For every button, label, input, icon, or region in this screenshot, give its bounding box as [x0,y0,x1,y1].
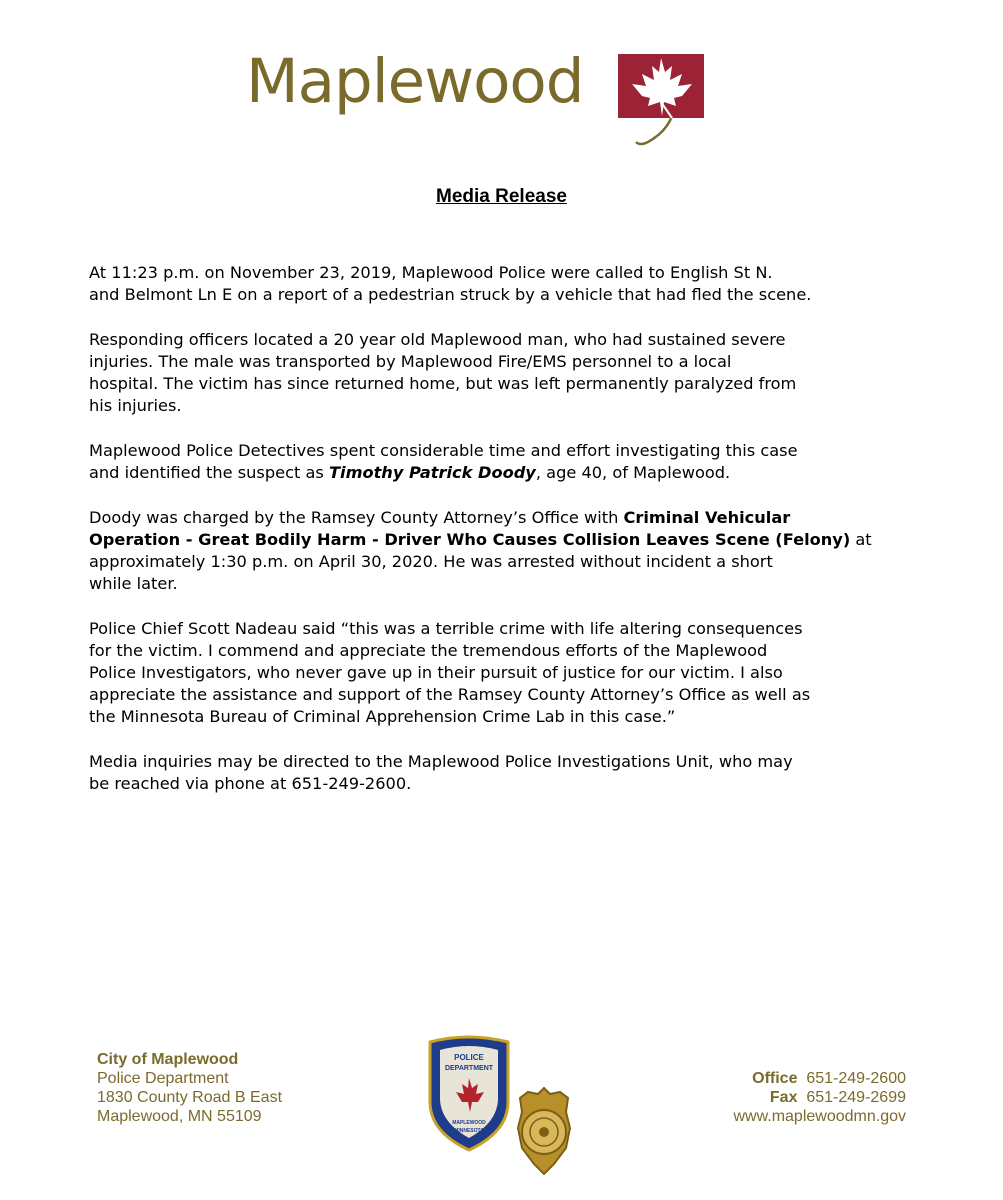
footer-address [97,1050,282,1126]
paragraph-contact [89,751,919,795]
text-line: the Minnesota Bureau of Criminal Apprehension Crime Lab in this case.” [89,707,676,726]
footer-website[interactable]: www.maplewoodmn.gov [733,1108,906,1125]
text-line: approximately 1:30 p.m. on April 30, 2020. He was arrested without incident a short [89,552,773,571]
text-line: for the victim. I commend and appreciate the tremendous efforts of the Maplewood [89,641,768,660]
office-label: Office [752,1070,798,1087]
charge-text: Criminal Vehicular [623,508,791,527]
text-segment: at [850,530,872,549]
paragraph-incident [89,262,919,306]
header-logo [240,40,720,150]
text-line [89,462,919,484]
text-line: injuries. The male was transported by Maplewood Fire/EMS personnel to a local [89,352,732,371]
footer-org: City of Maplewood [97,1051,239,1068]
text-line: Police Investigators, who never gave up in their pursuit of justice for our victim. I also [89,663,783,682]
maple-leaf-icon [618,54,704,150]
text-line: be reached via phone at 651-249-2600. [89,774,412,793]
text-line: Police Chief Scott Nadeau said “this was a terrible crime with life altering consequences [89,619,803,638]
police-badge-icon [518,1088,570,1174]
text-line: Responding officers located a 20 year old Maplewood man, who had sustained severe [89,330,786,349]
text-line: while later. [89,574,178,593]
paragraph-charges [89,507,919,595]
text-line: Media inquiries may be directed to the Maplewood Police Investigations Unit, who may [89,752,793,771]
footer-address-line1: 1830 County Road B East [97,1089,283,1106]
paragraph-investigation [89,440,919,484]
patch-text: MAPLEWOOD [452,1120,486,1126]
text-segment: Doody was charged by the Ramsey County Attorney’s Office with [89,508,624,527]
fax-label: Fax [769,1089,798,1106]
police-patch-icon [420,1032,580,1182]
office-phone: 651-249-2600 [806,1070,906,1087]
patch-text: DEPARTMENT [444,1065,494,1072]
page-title: Media Release [436,186,567,207]
text-line: Maplewood Police Detectives spent considerable time and effort investigating this case [89,441,798,460]
patch-text: MINNESOTA [454,1128,484,1134]
paragraph-quote [89,618,919,728]
paragraph-victim [89,329,919,417]
text-line: and Belmont Ln E on a report of a pedestrian struck by a vehicle that had fled the scene. [89,285,812,304]
patch-text: POLICE [454,1053,484,1062]
text-line [89,507,919,529]
suspect-name: Timothy Patrick Doody [328,463,536,482]
footer-address-line2: Maplewood, MN 55109 [97,1108,262,1125]
text-line: appreciate the assistance and support of the Ramsey County Attorney’s Office as well as [89,685,811,704]
text-line [89,529,919,551]
release-body [89,262,919,818]
text-segment: , age 40, of Maplewood. [535,463,731,482]
text-line: his injuries. [89,396,182,415]
footer-fax [733,1088,906,1107]
text-line: At 11:23 p.m. on November 23, 2019, Maplewood Police were called to English St N. [89,263,773,282]
footer-office [733,1069,906,1088]
footer-contact [733,1069,906,1126]
text-segment: and identified the suspect as [89,463,329,482]
logo-wordmark: Maplewood [246,46,584,117]
footer-dept: Police Department [97,1070,229,1087]
charge-text: Operation - Great Bodily Harm - Driver Who Causes Collision Leaves Scene (Felony) [89,530,851,549]
fax-phone: 651-249-2699 [806,1089,906,1106]
text-line: hospital. The victim has since returned home, but was left permanently paralyzed from [89,374,797,393]
